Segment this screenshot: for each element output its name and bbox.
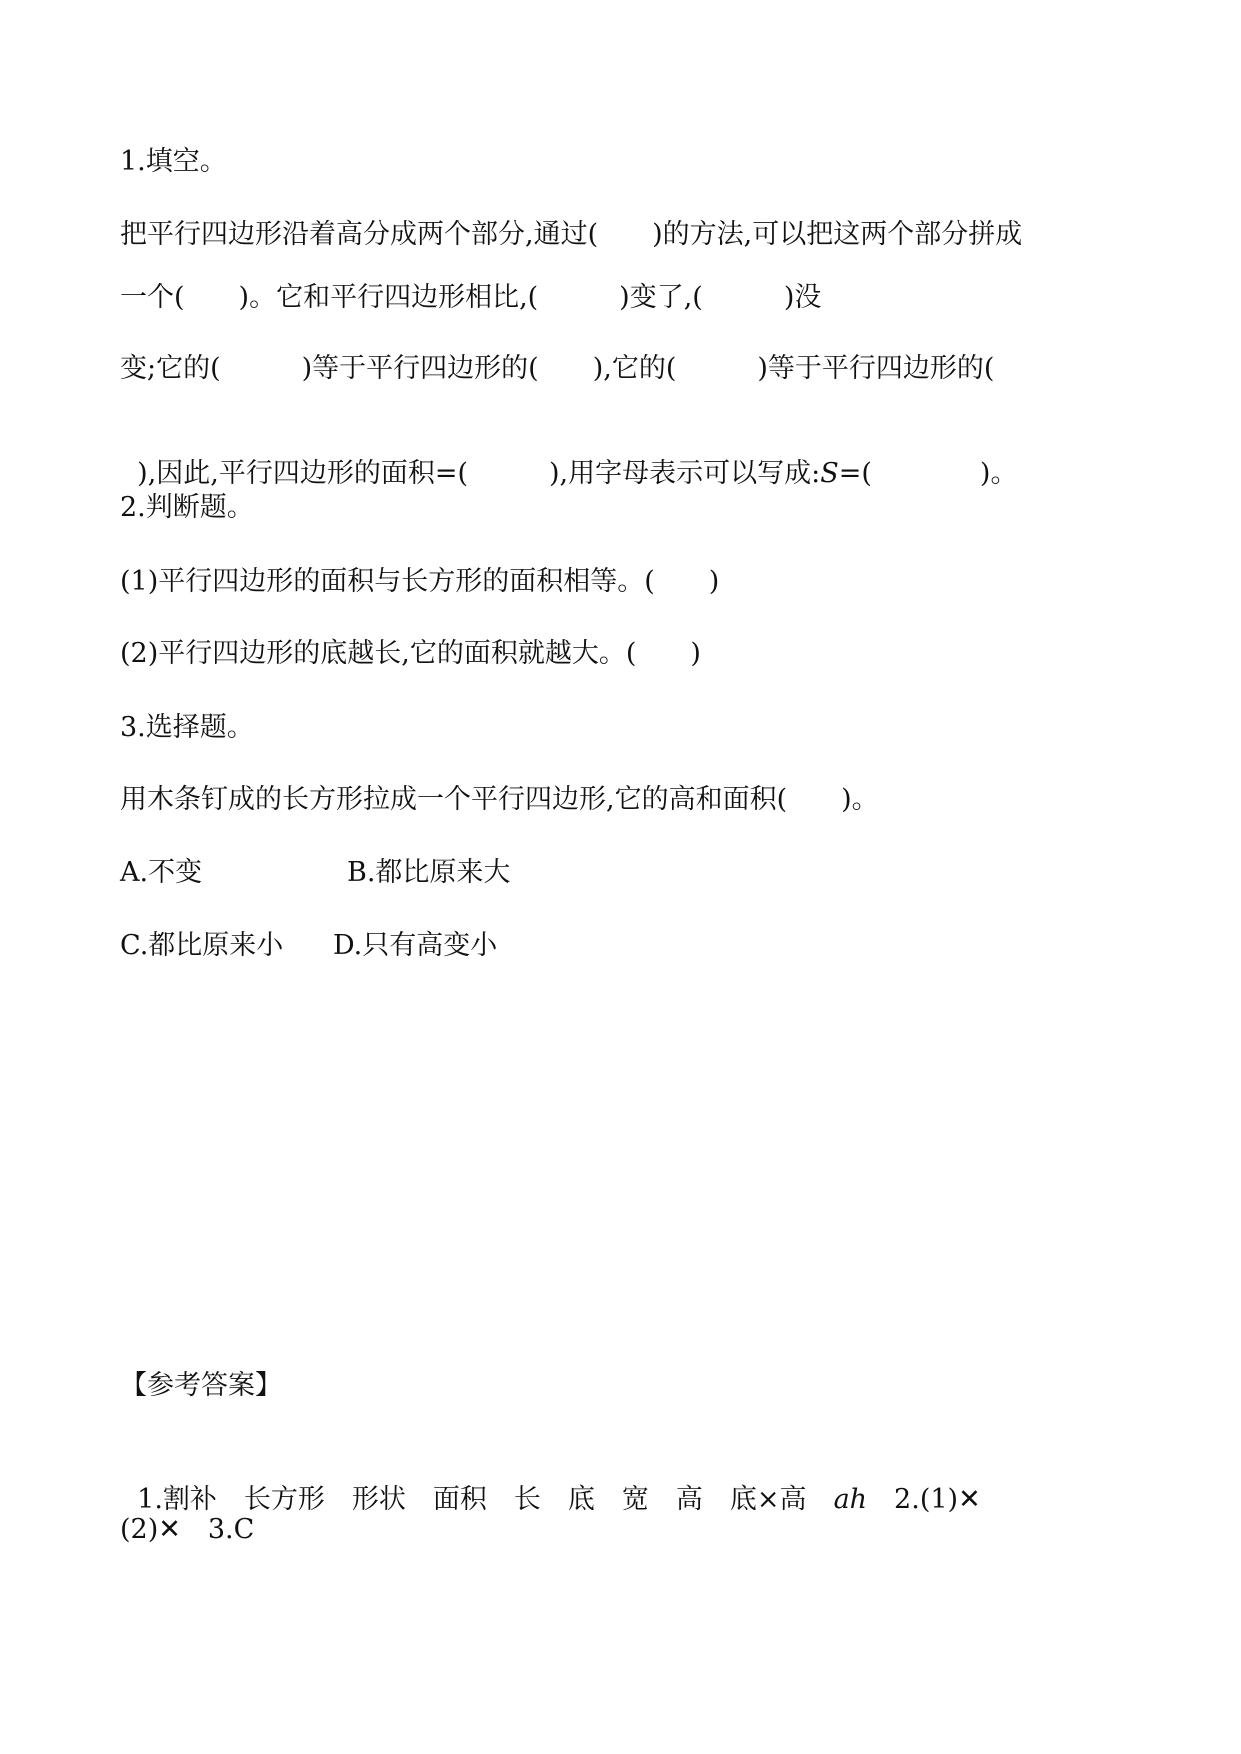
- answer-variable-ah: ah: [833, 1484, 868, 1515]
- q3-stem: 用木条钉成的长方形拉成一个平行四边形,它的高和面积( )。: [120, 784, 879, 815]
- q1-text-line-2: 一个( )。它和平行四边形相比,( )变了,( )没: [120, 282, 822, 313]
- q1-line-4-part-b: =( )。: [838, 458, 1018, 489]
- q2-heading: 2.判断题。: [120, 492, 254, 523]
- answers-line-1-part-b: 2.(1)✕: [867, 1484, 981, 1515]
- q3-option-b: B.都比原来大: [347, 857, 511, 888]
- q1-heading: 1.填空。: [120, 146, 227, 177]
- q3-option-d: D.只有高变小: [333, 930, 498, 961]
- answers-heading: 【参考答案】: [120, 1370, 282, 1401]
- formula-variable-s: S: [820, 458, 839, 489]
- answers-line-1-part-a: 1.割补 长方形 形状 面积 长 底 宽 高 底×高: [137, 1484, 834, 1515]
- q1-line-4-part-a: ),因此,平行四边形的面积=( ),用字母表示可以写成:: [137, 458, 821, 489]
- answers-line-1: [120, 1440, 981, 1515]
- q1-text-line-1: 把平行四边形沿着高分成两个部分,通过( )的方法,可以把这两个部分拼成: [120, 219, 1023, 250]
- q3-heading: 3.选择题。: [120, 712, 254, 743]
- answers-line-2: (2)✕ 3.C: [120, 1514, 255, 1545]
- q1-text-line-3: 变;它的( )等于平行四边形的( ),它的( )等于平行四边形的(: [120, 353, 995, 384]
- q2-item-1: (1)平行四边形的面积与长方形的面积相等。( ): [120, 566, 720, 597]
- q2-item-2: (2)平行四边形的底越长,它的面积就越大。( ): [120, 638, 701, 669]
- q3-option-c: C.都比原来小: [120, 930, 284, 961]
- q3-option-a: A.不变: [120, 857, 203, 888]
- q1-text-line-4: [120, 414, 1018, 489]
